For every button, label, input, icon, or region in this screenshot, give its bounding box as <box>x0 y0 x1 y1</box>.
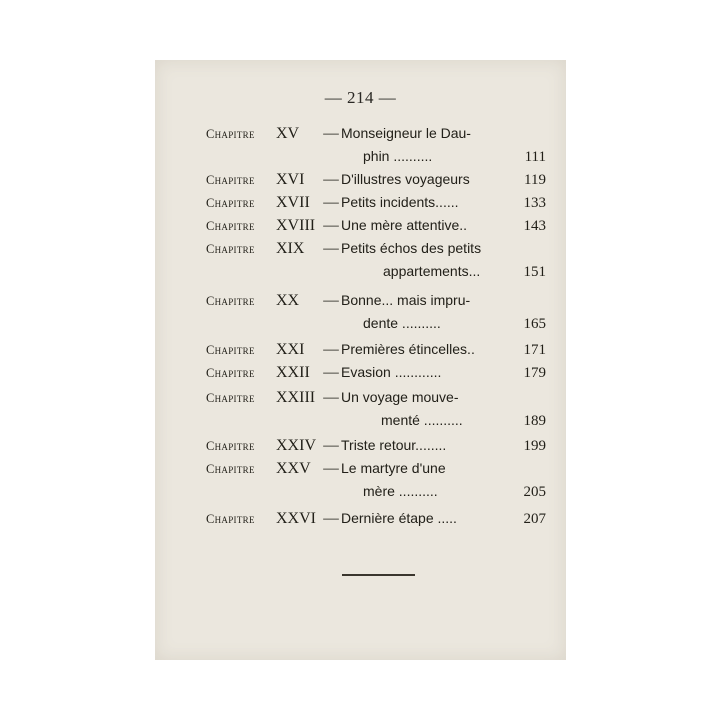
chapter-page: 165 <box>523 316 546 332</box>
chapter-title: Evasion ............ <box>341 364 442 380</box>
toc-entry <box>206 191 546 214</box>
closing-rule <box>342 574 415 576</box>
toc-entry <box>206 168 546 191</box>
chapter-number: XX <box>276 292 300 309</box>
chapter-page: 111 <box>524 149 546 165</box>
chapter-number: XXV <box>276 460 311 477</box>
table-of-contents <box>206 122 546 530</box>
chapter-dash: — <box>323 437 339 454</box>
toc-entry <box>206 434 546 457</box>
chapter-number: XXIII <box>276 389 316 406</box>
book-page <box>155 60 566 660</box>
chapter-page: 143 <box>523 218 546 234</box>
chapter-title-continued: mère .......... <box>363 483 438 499</box>
toc-entry <box>206 214 546 237</box>
toc-entry <box>206 338 546 361</box>
chapter-title-continued: menté .......... <box>381 412 463 428</box>
chapter-page: 119 <box>524 172 546 188</box>
chapter-label: Chapitre <box>206 294 255 308</box>
toc-entry <box>206 361 546 384</box>
chapter-number: XXI <box>276 341 305 358</box>
chapter-label: Chapitre <box>206 127 255 141</box>
chapter-page: 189 <box>523 413 546 429</box>
chapter-dash: — <box>323 171 339 188</box>
chapter-dash: — <box>323 364 339 381</box>
chapter-number: XXII <box>276 364 310 381</box>
chapter-dash: — <box>323 460 339 477</box>
toc-entry <box>206 386 546 432</box>
chapter-dash: — <box>323 217 339 234</box>
chapter-title: Un voyage mouve- <box>341 389 459 405</box>
chapter-dash: — <box>323 125 339 142</box>
toc-entry <box>206 457 546 503</box>
chapter-label: Chapitre <box>206 462 255 476</box>
chapter-label: Chapitre <box>206 366 255 380</box>
chapter-title: Bonne... mais impru- <box>341 292 471 308</box>
chapter-page: 133 <box>523 195 546 211</box>
toc-entry <box>206 289 546 335</box>
chapter-number: XVI <box>276 171 305 188</box>
chapter-title-continued: phin .......... <box>363 148 433 164</box>
chapter-title: D'illustres voyageurs <box>341 171 470 187</box>
chapter-dash: — <box>323 510 339 527</box>
chapter-title: Petits échos des petits <box>341 240 482 256</box>
toc-entry <box>206 507 546 530</box>
chapter-title-continued: appartements... <box>383 263 481 279</box>
chapter-dash: — <box>323 292 339 309</box>
chapter-page: 151 <box>523 264 546 280</box>
chapter-title: Une mère attentive.. <box>341 217 468 233</box>
page-number: — 214 — <box>324 88 397 107</box>
chapter-number: XVIII <box>276 217 316 234</box>
chapter-label: Chapitre <box>206 219 255 233</box>
chapter-title: Triste retour........ <box>341 437 447 453</box>
chapter-label: Chapitre <box>206 173 255 187</box>
chapter-label: Chapitre <box>206 512 255 526</box>
chapter-title: Premières étincelles.. <box>341 341 475 357</box>
chapter-number: XV <box>276 125 300 142</box>
toc-entry <box>206 122 546 168</box>
chapter-page: 179 <box>523 365 546 381</box>
chapter-title: Petits incidents...... <box>341 194 459 210</box>
chapter-dash: — <box>323 194 339 211</box>
chapter-label: Chapitre <box>206 439 255 453</box>
chapter-dash: — <box>323 240 339 257</box>
chapter-label: Chapitre <box>206 196 255 210</box>
chapter-number: XIX <box>276 240 305 257</box>
chapter-title-continued: dente .......... <box>363 315 441 331</box>
chapter-label: Chapitre <box>206 242 255 256</box>
chapter-page: 199 <box>523 438 546 454</box>
chapter-title: Monseigneur le Dau- <box>341 125 471 141</box>
chapter-number: XVII <box>276 194 310 211</box>
chapter-page: 171 <box>523 342 546 358</box>
chapter-dash: — <box>323 389 339 406</box>
chapter-dash: — <box>323 341 339 358</box>
chapter-number: XXIV <box>276 437 316 454</box>
chapter-title: Dernière étape ..... <box>341 510 457 526</box>
chapter-number: XXVI <box>276 510 316 527</box>
chapter-label: Chapitre <box>206 343 255 357</box>
chapter-page: 207 <box>523 511 546 527</box>
chapter-page: 205 <box>523 484 546 500</box>
toc-entry <box>206 237 546 283</box>
chapter-label: Chapitre <box>206 391 255 405</box>
chapter-title: Le martyre d'une <box>341 460 446 476</box>
